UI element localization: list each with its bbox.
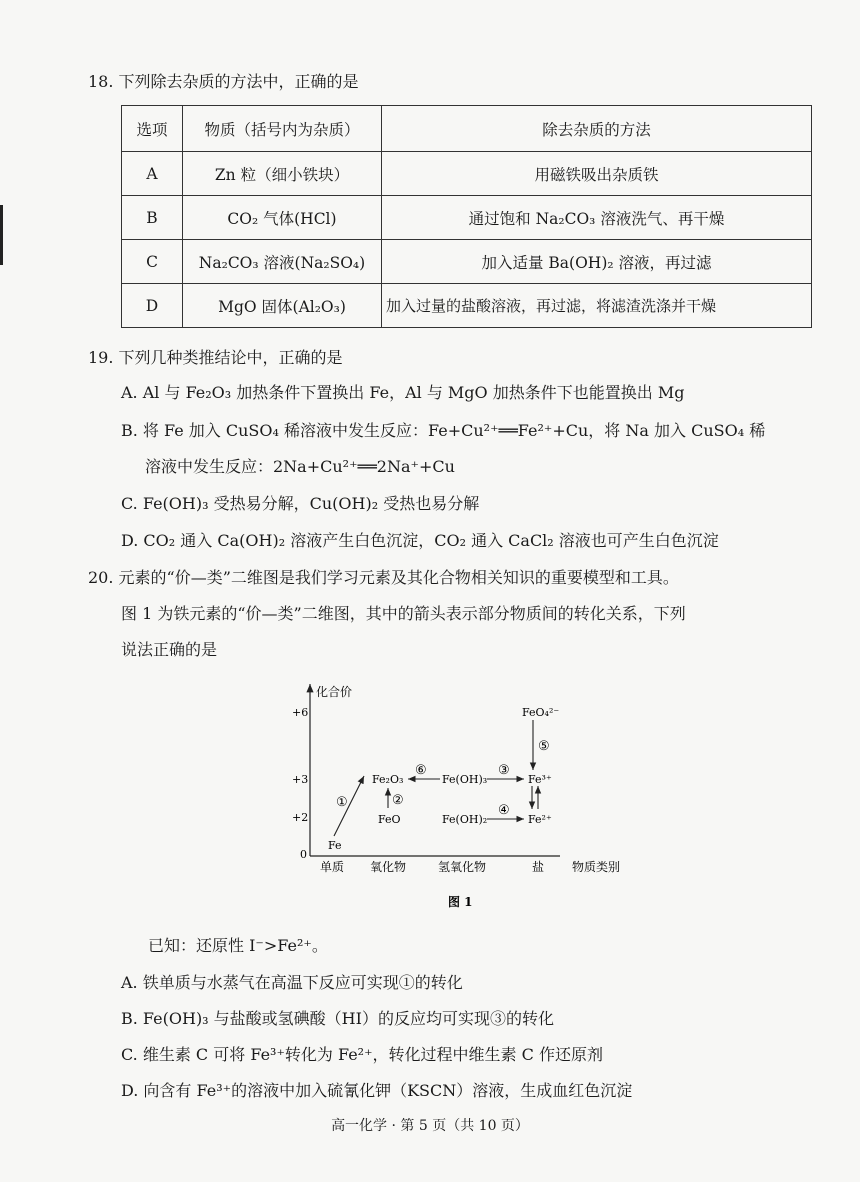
species-feo: FeO <box>378 813 401 826</box>
row-method: 加入适量 Ba(OH)₂ 溶液，再过滤 <box>382 240 812 284</box>
q20-option-a: A. 铁单质与水蒸气在高温下反应可实现①的转化 <box>121 973 463 992</box>
table-row <box>122 152 812 196</box>
arrow-2-label: ② <box>392 793 404 808</box>
species-fe2o3: Fe₂O₃ <box>372 773 404 786</box>
species-fe2-ion: Fe²⁺ <box>528 813 552 826</box>
y-tick-label: +2 <box>292 811 309 824</box>
q20-option-b: B. Fe(OH)₃ 与盐酸或氢碘酸（HI）的反应均可实现③的转化 <box>121 1009 554 1028</box>
scan-edge-mark <box>0 205 3 265</box>
page-footer: 高一化学 · 第 5 页（共 10 页） <box>331 1118 529 1134</box>
arrow-5-label: ⑤ <box>538 739 550 754</box>
q19-option-c: C. Fe(OH)₃ 受热易分解，Cu(OH)₂ 受热也易分解 <box>121 494 480 513</box>
q18-stem: 18. 下列除去杂质的方法中，正确的是 <box>88 72 359 91</box>
y-axis-label: 化合价 <box>316 685 353 699</box>
species-fe: Fe <box>328 839 342 852</box>
row-substance: CO₂ 气体(HCl) <box>183 196 382 240</box>
row-option: C <box>122 240 183 284</box>
header-method: 除去杂质的方法 <box>382 106 812 152</box>
row-option: B <box>122 196 183 240</box>
q20-stem-line2: 图 1 为铁元素的“价—类”二维图，其中的箭头表示部分物质间的转化关系，下列 <box>121 604 686 623</box>
species-feoh2: Fe(OH)₂ <box>442 813 488 826</box>
arrow-3-label: ③ <box>498 763 510 778</box>
q20-known: 已知：还原性 I⁻>Fe²⁺。 <box>148 936 328 955</box>
row-method: 用磁铁吸出杂质铁 <box>382 152 812 196</box>
valence-category-diagram <box>270 676 650 926</box>
species-feoh3: Fe(OH)₃ <box>442 773 488 786</box>
x-category-label: 氢氧化物 <box>438 860 487 874</box>
row-substance: MgO 固体(Al₂O₃) <box>183 284 382 328</box>
row-option: A <box>122 152 183 196</box>
y-tick-label: +3 <box>292 773 309 786</box>
row-option: D <box>122 284 183 328</box>
q18-table <box>121 105 812 328</box>
q19-option-d: D. CO₂ 通入 Ca(OH)₂ 溶液产生白色沉淀，CO₂ 通入 CaCl₂ 溶液也可产生白色沉淀 <box>121 531 719 550</box>
arrow-6-label: ⑥ <box>415 763 427 778</box>
y-tick-label: 0 <box>300 848 307 861</box>
row-substance: Na₂CO₃ 溶液(Na₂SO₄) <box>183 240 382 284</box>
species-ferrate-ion: FeO₄²⁻ <box>522 706 560 719</box>
header-option: 选项 <box>122 106 183 152</box>
table-row <box>122 240 812 284</box>
table-row <box>122 284 812 328</box>
q20-option-c: C. 维生素 C 可将 Fe³⁺转化为 Fe²⁺，转化过程中维生素 C 作还原剂 <box>121 1045 603 1064</box>
q20-stem-line1: 20. 元素的“价—类”二维图是我们学习元素及其化合物相关知识的重要模型和工具。 <box>88 568 679 587</box>
x-category-label: 单质 <box>320 860 345 874</box>
q19-option-b-line1: B. 将 Fe 加入 CuSO₄ 稀溶液中发生反应：Fe+Cu²⁺══Fe²⁺+Cu，将 Na 加入 CuSO₄ 稀 <box>121 421 766 440</box>
q19-stem: 19. 下列几种类推结论中，正确的是 <box>88 348 343 367</box>
q20-stem-line3: 说法正确的是 <box>121 640 218 659</box>
y-tick-label: +6 <box>292 706 309 719</box>
table-row <box>122 196 812 240</box>
x-axis-label: 物质类别 <box>572 860 621 874</box>
arrow-1-label: ① <box>336 795 348 810</box>
x-category-label: 盐 <box>532 860 545 874</box>
row-method: 通过饱和 Na₂CO₃ 溶液洗气、再干燥 <box>382 196 812 240</box>
q20-option-d: D. 向含有 Fe³⁺的溶液中加入硫氰化钾（KSCN）溶液，生成血红色沉淀 <box>121 1081 633 1100</box>
q19-option-b-line2: 溶液中发生反应：2Na+Cu²⁺══2Na⁺+Cu <box>145 457 455 476</box>
species-fe3-ion: Fe³⁺ <box>528 773 552 786</box>
row-method: 加入过量的盐酸溶液，再过滤，将滤渣洗涤并干燥 <box>382 284 812 328</box>
header-substance: 物质（括号内为杂质） <box>183 106 382 152</box>
x-category-label: 氧化物 <box>370 860 407 874</box>
table-header-row <box>122 106 812 152</box>
row-substance: Zn 粒（细小铁块） <box>183 152 382 196</box>
q19-option-a: A. Al 与 Fe₂O₃ 加热条件下置换出 Fe，Al 与 MgO 加热条件下也能置换出 Mg <box>121 383 685 402</box>
figure-caption: 图 1 <box>448 895 473 909</box>
arrow-4-label: ④ <box>498 803 510 818</box>
